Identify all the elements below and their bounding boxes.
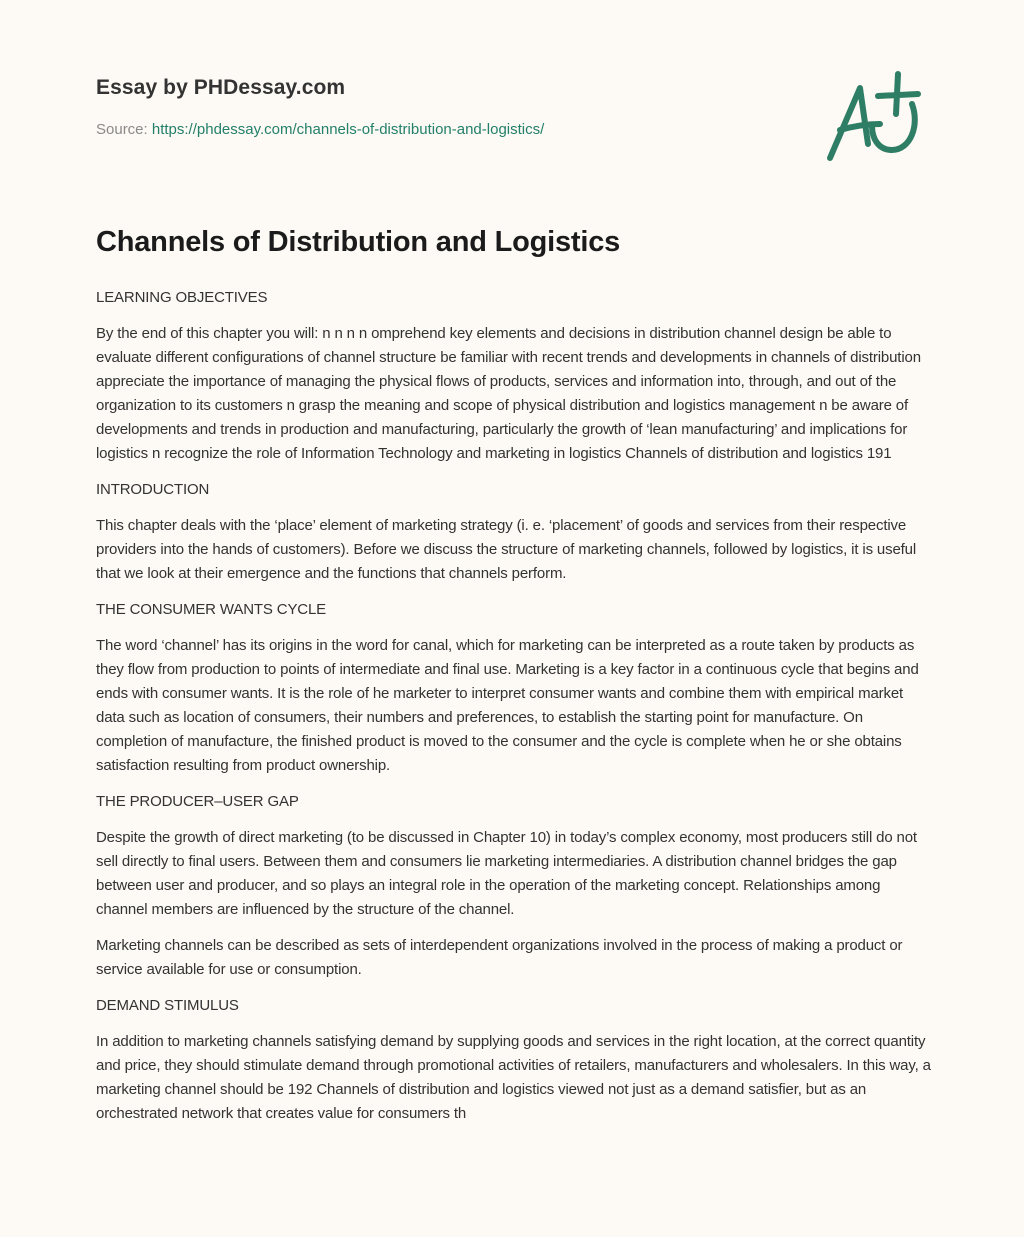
source-link[interactable]: https://phdessay.com/channels-of-distribution-and-logistics/: [151, 121, 545, 138]
document-title: Channels of Distribution and Logistics: [96, 226, 621, 258]
paragraph: The word ‘channel’ has its origins in the word for canal, which for marketing can be interpreted as a route taken by products as they flow from production to points of intermediate and final use. Marketing is a key factor in a continuous cycle that begins and ends with consumer wants. It is the role of he marketer to interpret consumer wants and combine them with empirical market data such as location of consumers, their numbers and preferences, to establish the starting point for manufacture. On completion of manufacture, the finished product is moved to the consumer and the cycle is complete when he or she obtains satisfaction resulting from product ownership.: [96, 637, 919, 774]
section-heading: LEARNING OBJECTIVES: [96, 289, 268, 306]
paragraph: This chapter deals with the ‘place’ element of marketing strategy (i. e. ‘placement’ of goods and services from their respective providers into the hands of customers). Before we discuss the structure of marketing channels, followed by logistics, it is useful that we look at their emergence and the functions that channels perform.: [96, 517, 917, 582]
section-heading: DEMAND STIMULUS: [96, 997, 239, 1014]
paragraph: In addition to marketing channels satisfying demand by supplying goods and services in the right location, at the correct quantity and price, they should stimulate demand through promotional activities of retailers, manufacturers and wholesalers. In this way, a marketing channel should be 192 Channels of distribution and logistics viewed not just as a demand satisfier, but as an orchestrated network that creates value for consumers th: [96, 1033, 931, 1122]
section-heading: THE PRODUCER–USER GAP: [96, 793, 299, 810]
paragraph: Marketing channels can be described as sets of interdependent organizations involved in the process of making a product or service available for use or consumption.: [96, 937, 903, 978]
paragraph: Despite the growth of direct marketing (to be discussed in Chapter 10) in today’s complex economy, most producers still do not sell directly to final users. Between them and consumers lie marketing intermediaries. A distribution channel bridges the gap between user and producer, and so plays an integral role in the operation of the marketing concept. Relationships among channel members are influenced by the structure of the channel.: [96, 829, 917, 918]
a-plus-grade-icon: [820, 66, 930, 166]
site-header: [96, 76, 544, 138]
paragraph: By the end of this chapter you will: n n n n omprehend key elements and decisions in distribution channel design be able to evaluate different configurations of channel structure be familiar with recent trends and developments in channels of distribution appreciate the importance of managing the physical flows of products, services and information into, through, and out of the organization to its customers n grasp the meaning and scope of physical distribution and logistics management n be aware of developments and trends in production and manufacturing, particularly the growth of ‘lean manufacturing’ and implications for logistics n recognize the role of Information Technology and marketing in logistics Channels of distribution and logistics 191: [96, 325, 921, 462]
source-label: Source:: [96, 121, 148, 138]
section-heading: THE CONSUMER WANTS CYCLE: [96, 601, 327, 618]
source-line: [96, 121, 544, 138]
site-title: Essay by PHDessay.com: [96, 76, 346, 99]
section-heading: INTRODUCTION: [96, 481, 210, 498]
document-body: [96, 286, 932, 1138]
